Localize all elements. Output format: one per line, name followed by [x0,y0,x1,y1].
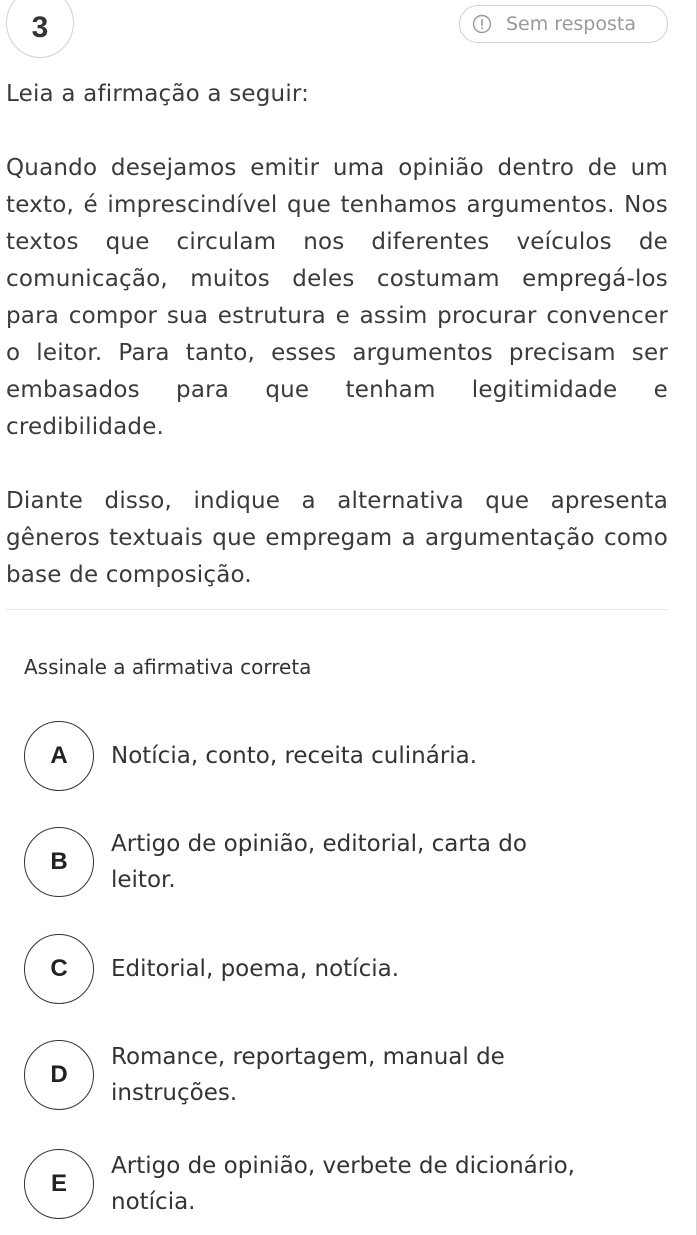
option-letter[interactable]: D [24,1040,94,1110]
option-letter[interactable]: B [24,827,94,897]
option-letter[interactable]: E [24,1149,94,1219]
option-a[interactable] [24,721,664,791]
option-text[interactable]: Editorial, poema, notícia. [111,956,400,982]
option-letter[interactable]: C [24,934,94,1004]
option-b[interactable] [24,826,664,898]
question-number: 3 [6,0,74,58]
option-e[interactable] [24,1148,664,1220]
option-c[interactable] [24,934,664,1004]
status-label: Sem resposta [506,13,636,35]
option-letter[interactable]: A [24,721,94,791]
statement-task: Diante disso, indique a alternativa que apresenta gêneros textuais que empregam a argumentação como base de composição. [6,488,668,588]
option-text[interactable]: Romance, reportagem, manual de instruções. [111,1044,505,1106]
statement-intro: Leia a afirmação a seguir: [6,81,310,107]
option-text[interactable]: Artigo de opinião, editorial, carta do leitor. [111,831,527,893]
option-text[interactable]: Notícia, conto, receita culinária. [111,743,478,769]
question-statement [6,76,668,594]
alert-circle-icon [472,14,492,34]
status-badge [459,5,668,43]
option-text[interactable]: Artigo de opinião, verbete de dicionário, notícia. [111,1153,575,1215]
instruction-label: Assinale a afirmativa correta [24,655,312,679]
statement-quote: Quando desejamos emitir uma opinião dentro de um texto, é imprescindível que tenhamos argumentos. Nos textos que circulam nos diferentes veículos de comunicação, muitos deles costumam empregá-los para compor sua estrutura e assim procurar convencer o leitor. Para tanto, esses argumentos precisam ser embasados para que tenham legitimidade e credibilidade. [6,155,668,440]
option-d[interactable] [24,1039,664,1111]
divider [6,609,668,610]
